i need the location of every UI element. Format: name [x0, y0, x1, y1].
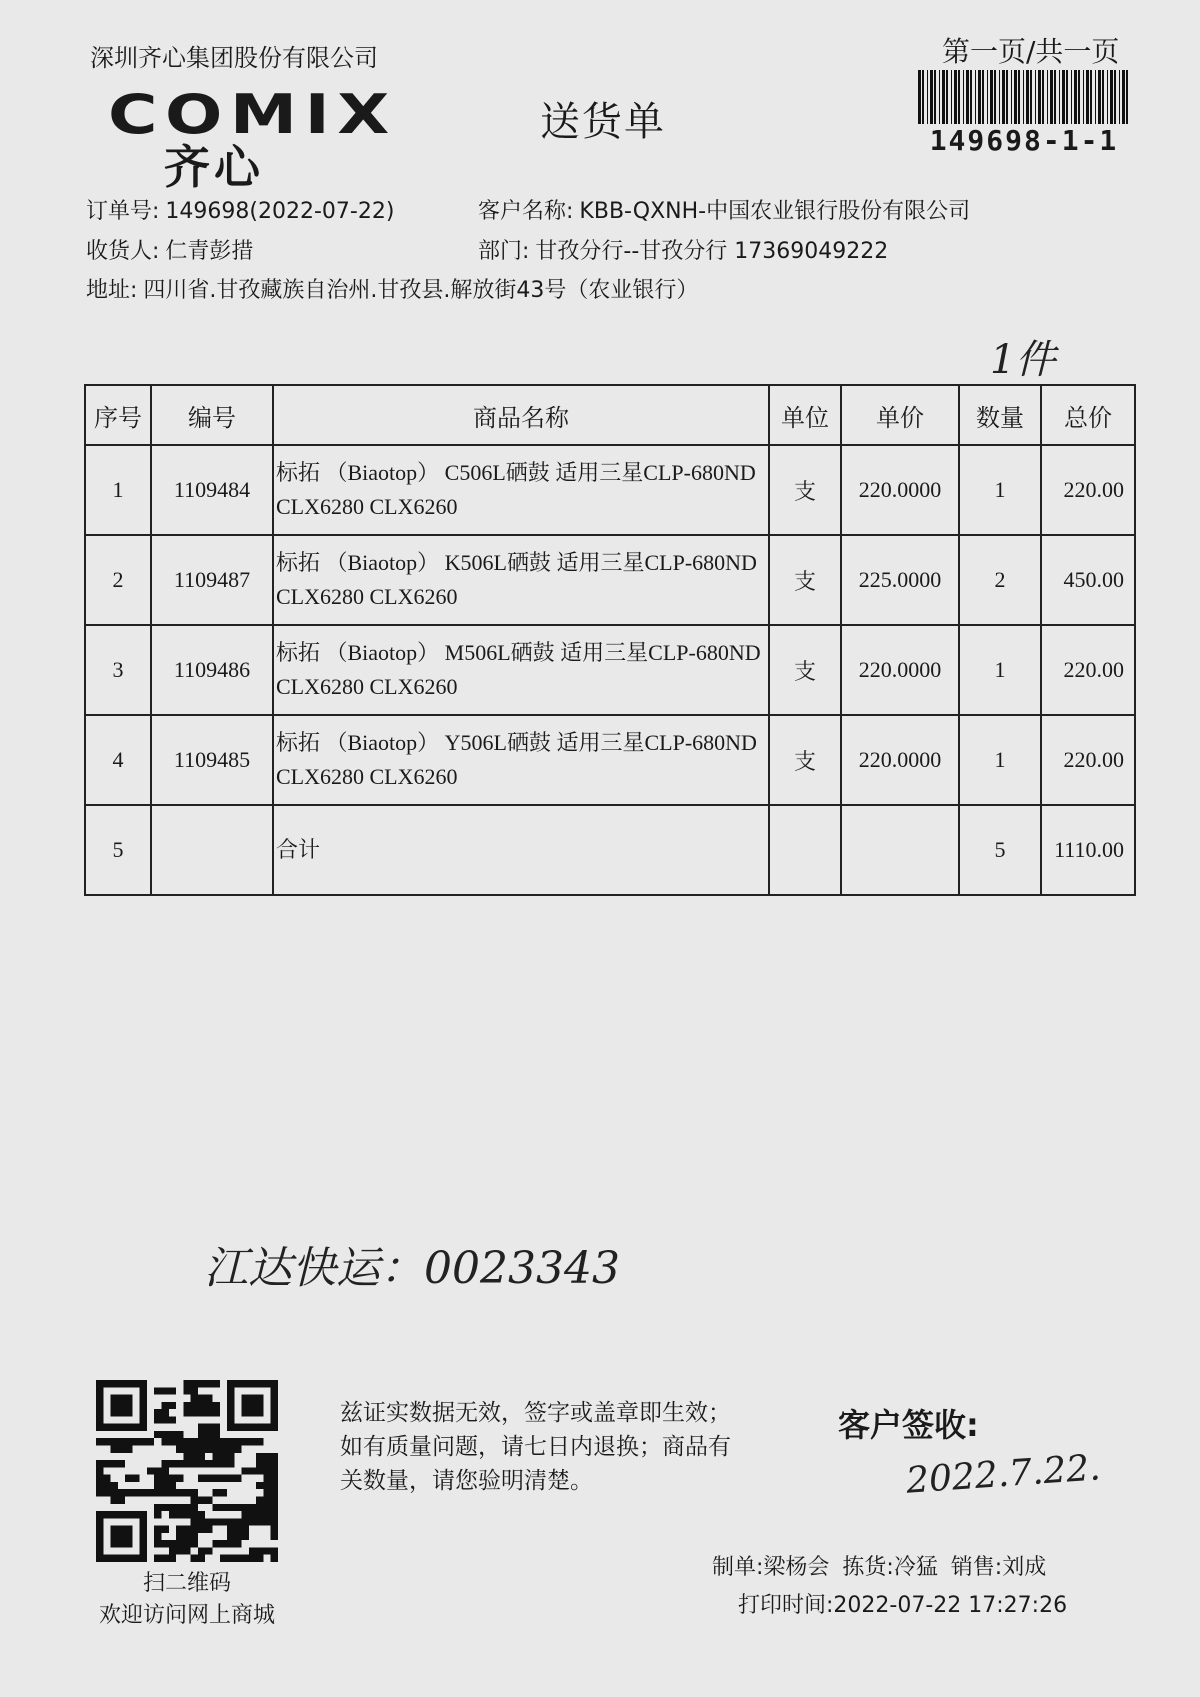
cell-total: 1110.00 [1041, 805, 1135, 895]
cell-price: 225.0000 [841, 535, 959, 625]
col-total: 总价 [1041, 385, 1135, 445]
cell-seq: 1 [85, 445, 151, 535]
cell-seq: 2 [85, 535, 151, 625]
handwritten-sign-date: 2022.7.22. [904, 1447, 1102, 1502]
cell-name: 标拓 （Biaotop） C506L硒鼓 适用三星CLP-680ND CLX6280 CLX6260 [273, 445, 769, 535]
cell-price [841, 805, 959, 895]
cell-unit: 支 [769, 535, 841, 625]
cell-qty: 1 [959, 625, 1041, 715]
cell-name: 标拓 （Biaotop） Y506L硒鼓 适用三星CLP-680ND CLX6280 CLX6260 [273, 715, 769, 805]
cell-seq: 3 [85, 625, 151, 715]
handwritten-tracking-note: 江达快运：0023343 [204, 1243, 620, 1294]
cell-name: 标拓 （Biaotop） M506L硒鼓 适用三星CLP-680ND CLX6280 CLX6260 [273, 625, 769, 715]
cell-seq: 5 [85, 805, 151, 895]
order-number [86, 194, 394, 225]
customer-value: KBB-QXNH-中国农业银行股份有限公司 [579, 199, 971, 224]
cell-total: 220.00 [1041, 625, 1135, 715]
cell-unit: 支 [769, 625, 841, 715]
receiver-value: 仁青彭措 [165, 239, 254, 264]
table-row [85, 535, 1135, 625]
col-price: 单价 [841, 385, 959, 445]
col-code: 编号 [151, 385, 273, 445]
staff-info: 制单:梁杨会 拣货:冷猛 销售:刘成 [712, 1555, 1047, 1580]
customer-name [478, 194, 970, 225]
address [86, 273, 698, 304]
qr-caption [76, 1568, 298, 1632]
cell-seq: 4 [85, 715, 151, 805]
address-value: 四川省.甘孜藏族自治州.甘孜县.解放街43号（农业银行） [143, 278, 699, 303]
document-title: 送货单 [540, 99, 666, 145]
col-unit: 单位 [769, 385, 841, 445]
cell-total: 220.00 [1041, 715, 1135, 805]
order-number-value: 149698(2022-07-22) [165, 199, 395, 224]
cell-unit [769, 805, 841, 895]
qr-caption-line1: 扫二维码 [142, 1571, 231, 1596]
barcode [918, 70, 1130, 124]
col-name: 商品名称 [273, 385, 769, 445]
cell-price: 220.0000 [841, 625, 959, 715]
cell-name: 标拓 （Biaotop） K506L硒鼓 适用三星CLP-680ND CLX6280 CLX6260 [273, 535, 769, 625]
table-row [85, 445, 1135, 535]
company-name: 深圳齐心集团股份有限公司 [90, 44, 378, 72]
cell-unit: 支 [769, 445, 841, 535]
cell-qty: 5 [959, 805, 1041, 895]
cell-code: 1109485 [151, 715, 273, 805]
cell-total: 220.00 [1041, 445, 1135, 535]
cell-total: 450.00 [1041, 535, 1135, 625]
barcode-number: 149698-1-1 [929, 124, 1119, 157]
qr-caption-line2: 欢迎访问网上商城 [98, 1603, 275, 1628]
cell-code [151, 805, 273, 895]
table-row [85, 625, 1135, 715]
comix-logo [108, 83, 397, 194]
table-row [85, 715, 1135, 805]
cell-code: 1109486 [151, 625, 273, 715]
handwritten-parcel-note: 1件 [990, 337, 1056, 383]
department-value: 甘孜分行--甘孜分行 17369049222 [535, 239, 889, 264]
department-label: 部门: [478, 239, 530, 264]
table-header-row [85, 385, 1135, 445]
department [478, 234, 888, 265]
col-qty: 数量 [959, 385, 1041, 445]
qr-code[interactable] [96, 1380, 278, 1562]
customer-sign-label: 客户签收: [838, 1406, 979, 1444]
logo-text-zh: 齐心 [164, 140, 264, 194]
cell-code: 1109484 [151, 445, 273, 535]
cell-qty: 1 [959, 445, 1041, 535]
receiver [86, 234, 253, 265]
table-sum-row [85, 805, 1135, 895]
col-seq: 序号 [85, 385, 151, 445]
customer-label: 客户名称: [478, 199, 574, 224]
notice-text: 兹证实数据无效，签字或盖章即生效；如有质量问题，请七日内退换；商品有关数量，请您验明清楚。 [340, 1400, 731, 1494]
receiver-label: 收货人: [86, 239, 160, 264]
print-time: 打印时间:2022-07-22 17:27:26 [738, 1593, 1068, 1618]
address-label: 地址: [86, 278, 138, 303]
order-number-label: 订单号: [86, 199, 160, 224]
cell-price: 220.0000 [841, 715, 959, 805]
cell-unit: 支 [769, 715, 841, 805]
logo-text-en: COMIX [108, 83, 397, 146]
items-table [84, 384, 1136, 896]
cell-sum-label: 合计 [273, 805, 769, 895]
cell-qty: 1 [959, 715, 1041, 805]
cell-code: 1109487 [151, 535, 273, 625]
cell-qty: 2 [959, 535, 1041, 625]
cell-price: 220.0000 [841, 445, 959, 535]
page-info: 第一页/共一页 [942, 35, 1120, 68]
